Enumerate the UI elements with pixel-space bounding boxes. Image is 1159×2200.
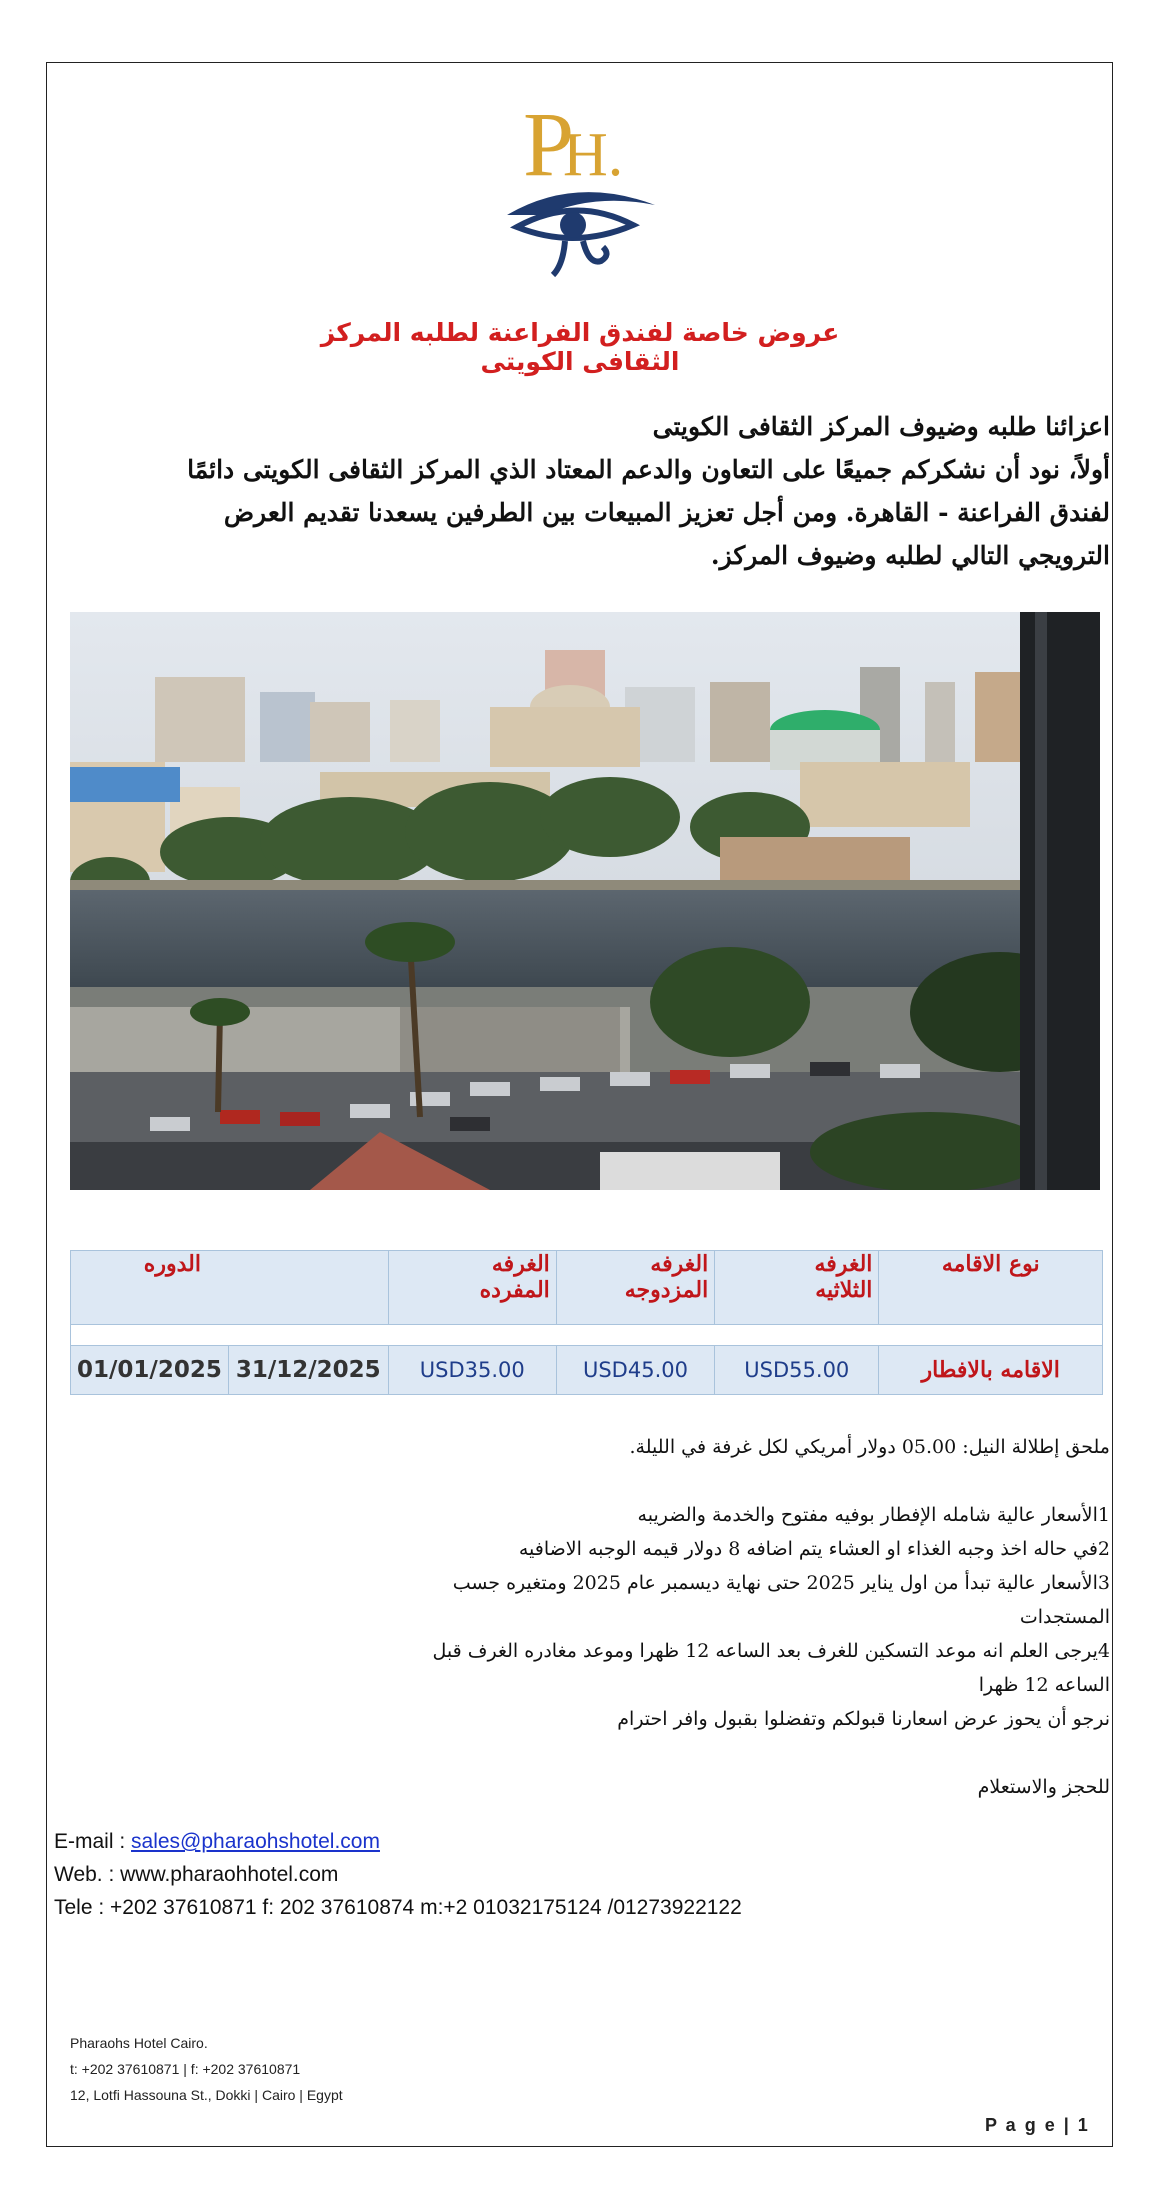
footer-hotel-name: Pharaohs Hotel Cairo. <box>70 2035 208 2051</box>
note-item: الساعه 12 ظهرا <box>978 1674 1110 1696</box>
spacer-row <box>71 1325 1103 1346</box>
web-line: Web. : www.pharaohhotel.com <box>54 1863 339 1886</box>
booking-label: للحجز والاستعلام <box>977 1776 1110 1798</box>
offer-title: عروض خاصة لفندق الفراعنة لطلبه المركز الثقافى الكويتى <box>320 318 840 376</box>
svg-text:P: P <box>523 93 575 195</box>
email-label: E-mail : <box>54 1830 132 1853</box>
header-line: المفرده <box>479 1277 550 1303</box>
intro-line: أولاً، نود أن نشكركم جميعًا على التعاون والدعم المعتاد الذي المركز الثقافى الكويتى دائمًا <box>187 455 1110 484</box>
spacer <box>420 1736 1110 1770</box>
note-item: 3الأسعار عالية تبدأ من اول يناير 2025 حتى نهاية ديسمبر عام 2025 ومتغيره جسب المستجدات <box>452 1572 1110 1628</box>
page-footer <box>70 2030 343 2108</box>
single-price-cell: USD35.00 <box>388 1346 556 1395</box>
email-link[interactable]: sales@pharaohshotel.com <box>131 1830 380 1853</box>
page-number: P a g e | 1 <box>985 2115 1090 2135</box>
stay-type-cell: الاقامه بالافطار <box>879 1346 1103 1395</box>
footer-phones: t: +202 37610871 | f: +202 37610871 <box>70 2061 301 2077</box>
header-line: المزدوجه <box>624 1277 709 1303</box>
period-to-cell: 31/12/2025 <box>228 1346 388 1395</box>
spacer <box>420 1464 1110 1498</box>
period-header: الدوره <box>71 1251 389 1325</box>
intro-line: اعزائنا طلبه وضيوف المركز الثقافى الكويتى <box>652 412 1110 441</box>
eye-of-horus-icon <box>507 192 655 275</box>
header-line: الغرفه <box>491 1251 550 1277</box>
note-item: 4يرجى العلم انه موعد التسكين للغرف بعد الساعه 12 ظهرا وموعد مغادره الغرف قبل <box>432 1640 1110 1662</box>
note-item: 1الأسعار عالية شامله الإفطار بوفيه مفتوح والخدمة والضريبه <box>637 1504 1110 1526</box>
nile-view-surcharge: ملحق إطلالة النيل: 05.00 دولار أمريكي لكل غرفة في الليلة. <box>629 1436 1110 1458</box>
header-line: الثلاثيه <box>815 1277 873 1303</box>
stay-type-header: نوع الاقامه <box>879 1251 1103 1325</box>
intro-paragraph <box>187 405 1110 577</box>
triple-price-cell: USD55.00 <box>715 1346 879 1395</box>
header-line: الغرفه <box>650 1251 709 1277</box>
tele-line: Tele : +202 37610871 f: 202 37610874 m:+2 01032175124 /01273922122 <box>54 1896 742 1919</box>
email-line <box>54 1825 742 1858</box>
cairo-nile-view-photo <box>70 612 1100 1190</box>
footer-address: 12, Lotfi Hassouna St., Dokki | Cairo | Egypt <box>70 2087 343 2103</box>
notes-section <box>420 1430 1110 1804</box>
contact-block <box>54 1825 742 1924</box>
intro-line: لفندق الفراعنة - القاهرة. ومن أجل تعزيز المبيعات بين الطرفين يسعدنا تقديم العرض <box>223 498 1110 527</box>
period-from-cell: 01/01/2025 <box>71 1346 229 1395</box>
intro-line: الترويجي التالي لطلبه وضيوف المركز. <box>710 541 1110 570</box>
double-price-cell: USD45.00 <box>556 1346 714 1395</box>
table-row <box>71 1346 1103 1395</box>
hotel-logo <box>505 75 665 285</box>
single-room-header <box>388 1251 556 1325</box>
note-item: 2في حاله اخذ وجبه الغذاء او العشاء يتم اضافه 8 دولار قيمه الوجبه الاضافيه <box>518 1538 1110 1560</box>
header-line: الغرفه <box>814 1251 873 1277</box>
spacer-cell <box>71 1325 1103 1346</box>
double-room-header <box>556 1251 714 1325</box>
note-item: نرجو أن يحوز عرض اسعارنا قبولكم وتفضلوا بقبول وافر احترام <box>617 1708 1110 1730</box>
triple-room-header <box>715 1251 879 1325</box>
svg-text:H.: H. <box>563 121 624 189</box>
table-header-row <box>71 1251 1103 1325</box>
rates-table <box>70 1250 1103 1395</box>
